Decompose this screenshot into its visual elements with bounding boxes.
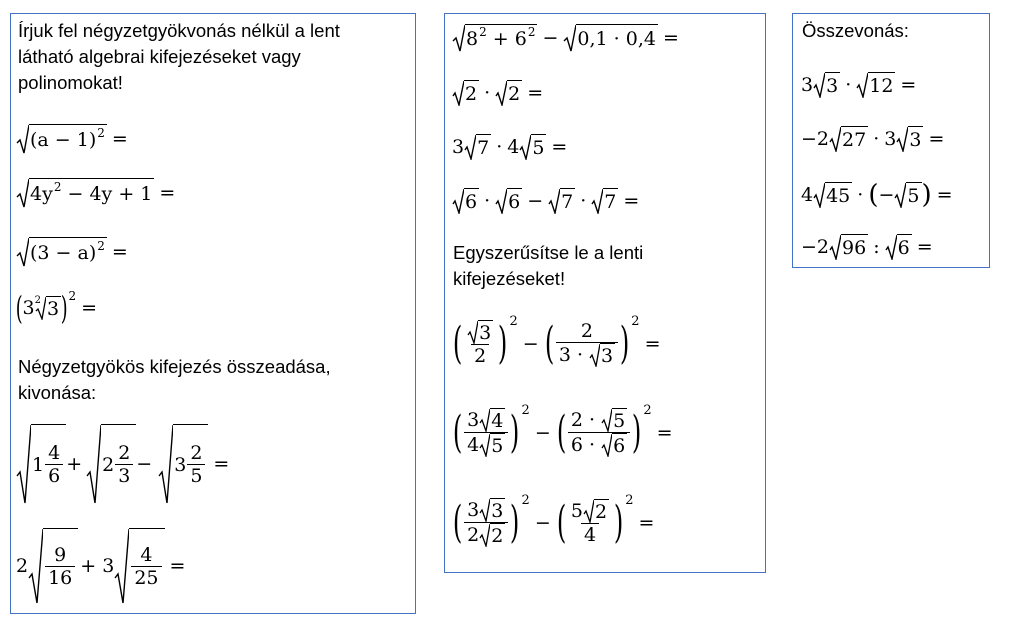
expr-sqrt-4y2-4y-1: 4y 2 − 4y + 1 = <box>16 178 180 208</box>
right-title: Összevonás: <box>802 20 909 41</box>
expr-root6-root6-minus-root7-root7: 6 · 6 − 7 · 7 = <box>452 188 644 214</box>
left-section-heading <box>18 354 331 406</box>
section-line-2: kivonása: <box>18 382 97 403</box>
instruction-line-1: Egyszerűsítse le a lenti <box>453 242 644 263</box>
left-intro-text <box>18 18 340 96</box>
expr-sqrt-8sq-6sq-minus-sqrt-0-1-0-4: 8 2 + 6 2 − 0,1 · 0,4 = <box>452 24 684 52</box>
expr-frac-root3-over-2-minus-frac: ( $\frac{3}{2}$ ) 2 − ( 2 3 · 3 ) 2 = <box>452 314 661 369</box>
instruction-line-2: kifejezéseket! <box>453 268 566 289</box>
expr-3root7-times-4root5: 3 7 · 4 5 = <box>452 136 568 159</box>
intro-line-3: polinomokat! <box>18 72 123 93</box>
expr-sqrt-a-minus-1-squared: (a − 1) 2 = <box>16 124 133 154</box>
expr-frac-3root4-over-4root5-minus-frac: ( 3 4 4 5 ) 2 − ( 2 · 5 6 · 6 ) 2 = <box>452 403 673 458</box>
intro-line-2: látható algebrai kifejezéseket vagy <box>18 46 301 67</box>
expr-sqrt-3-minus-a-squared: (3 − a) 2 = <box>16 237 133 267</box>
expr-2-root-9-16-plus-3-root-4-25: 2 $\frac{9}{16}$ + 3 $\frac{4}{25}$ = <box>16 528 190 604</box>
expr-3-root-3-squared: ( 3 2 3 ) 2 = <box>15 289 98 327</box>
expr-minus2root27-times-3root3: −2 27 · 3 3 = <box>801 128 945 151</box>
expr-minus2root96-div-root6: −2 96 : 6 = <box>801 236 933 259</box>
middle-instruction <box>453 240 643 292</box>
expr-4root45-times-minus-root5: 4 45 · ( − 5 ) = <box>801 180 953 210</box>
expr-sum-mixed-fraction-roots: 1 $\frac{4}{6}$ + 2 $\frac{2}{3}$ − 3 $\frac{2}{5}$ = <box>16 424 234 504</box>
expr-3root3-times-root12: 3 3 · 12 = <box>801 74 917 97</box>
section-line-1: Négyzetgyökös kifejezés összeadása, <box>18 356 331 377</box>
expr-frac-3root3-over-2root2-minus-frac: ( 3 3 2 2 ) 2 − ( 5 2 4 ) 2 = <box>452 493 655 548</box>
expr-root2-times-root2: 2 · 2 = <box>452 80 548 106</box>
intro-line-1: Írjuk fel négyzetgyökvonás nélkül a lent <box>18 20 340 41</box>
